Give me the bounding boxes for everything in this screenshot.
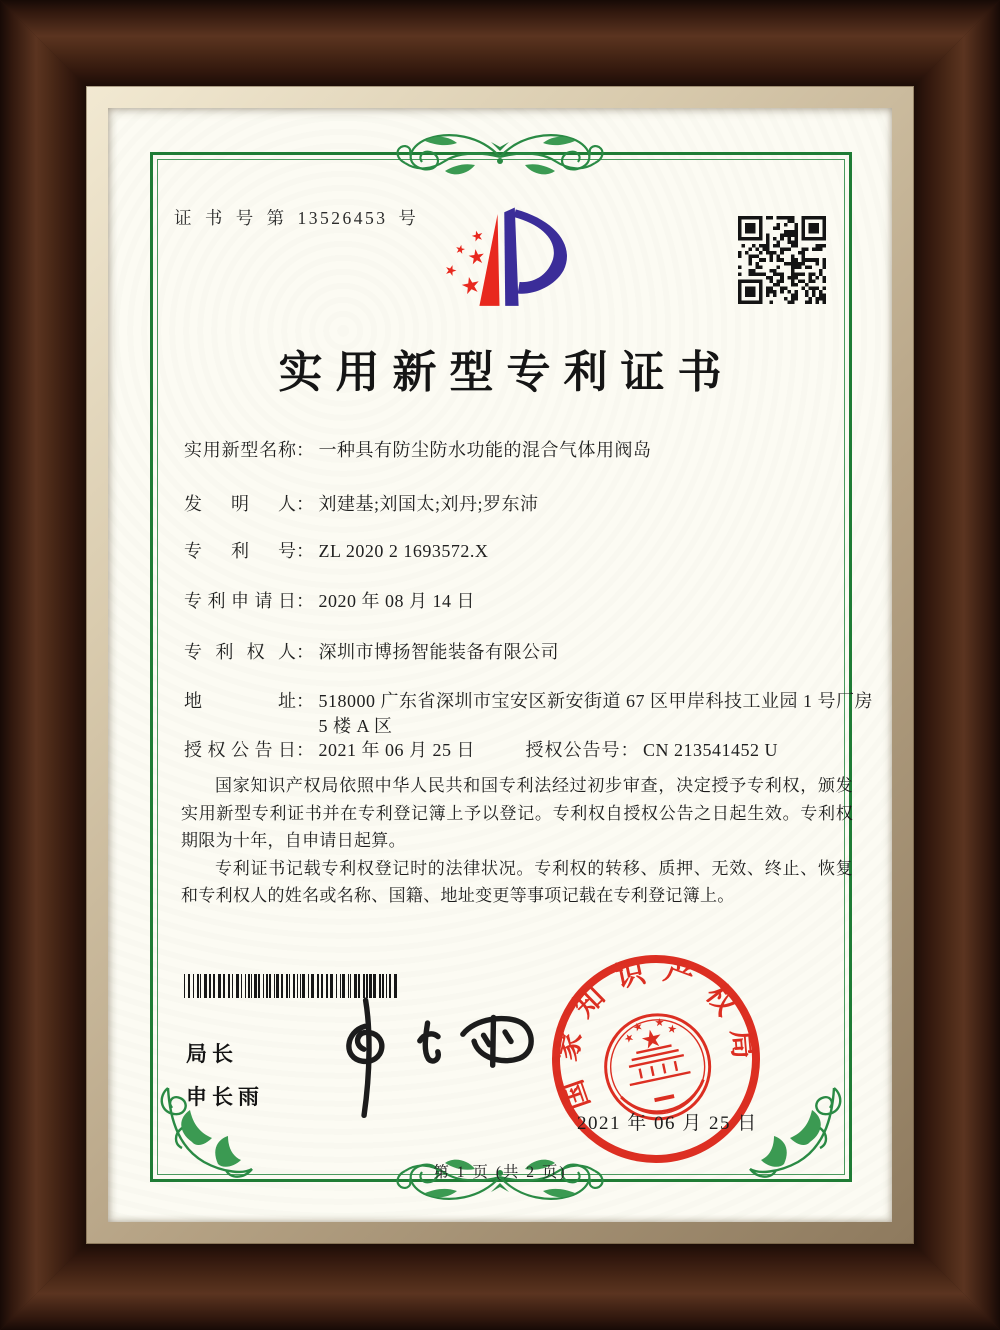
legal-paragraph-2: 专利证书记载专利权登记时的法律状况。专利权的转移、质押、无效、终止、恢复和专利权人的姓名或名称、国籍、地址变更等事项记载在专利登记簿上。 xyxy=(181,858,853,905)
certificate-number: 证 书 号 第 13526453 号 xyxy=(174,208,419,228)
field-label: 地址 xyxy=(184,691,296,711)
border-ornament-top-center-icon xyxy=(365,126,635,184)
frame-left xyxy=(0,0,86,1330)
field-row-filing-date xyxy=(184,589,475,614)
field-colon: ： xyxy=(296,440,314,460)
signer-block xyxy=(186,1038,264,1111)
field-value: 刘建基;刘国太;刘丹;罗东沛 xyxy=(318,494,539,514)
field-value: 2021 年 06 月 25 日 xyxy=(318,740,475,760)
cnipa-logo-icon xyxy=(424,188,596,334)
field-value: 深圳市博扬智能装备有限公司 xyxy=(318,642,559,662)
field-colon: ： xyxy=(296,591,314,611)
field-label: 授权公告日 xyxy=(184,740,296,760)
field-value: 518000 广东省深圳市宝安区新安街道 67 区甲岸科技工业园 1 号厂房 5 楼 A 区 xyxy=(318,691,873,736)
signer-title: 局长 xyxy=(186,1043,238,1066)
field-row-utility-model-name xyxy=(184,438,652,463)
field-colon: ： xyxy=(296,494,314,514)
certificate-paper xyxy=(108,108,892,1222)
field-label: 专利申请日 xyxy=(184,591,296,611)
field-value: 2020 年 08 月 14 日 xyxy=(318,591,475,611)
grant-date-pair xyxy=(184,740,480,760)
frame-top xyxy=(0,0,1000,86)
signer-name: 申长雨 xyxy=(186,1086,264,1109)
field-colon: ： xyxy=(296,642,314,662)
field-label: 专利号 xyxy=(184,541,296,561)
frame-bottom xyxy=(0,1244,1000,1330)
logo-blue-bar xyxy=(504,207,518,305)
field-label: 发明人 xyxy=(184,494,296,514)
page-indicator: 第 1 页 (共 2 页) xyxy=(433,1164,567,1181)
field-label: 授权公告号 xyxy=(525,740,621,760)
field-label: 实用新型名称 xyxy=(184,440,296,460)
frame-right xyxy=(914,0,1000,1330)
legal-text xyxy=(181,772,853,910)
grant-number-pair xyxy=(526,740,779,760)
official-seal xyxy=(526,929,787,1190)
legal-paragraph-1: 国家知识产权局依照中华人民共和国专利法经过初步审查，决定授予专利权，颁发实用新型专利证书并在专利登记簿上予以登记。专利权自授权公告之日起生效。专利权期限为十年，自申请日起算。 xyxy=(181,776,853,850)
field-row-patentee xyxy=(184,640,559,665)
field-row-inventor xyxy=(184,492,539,517)
field-value: ZL 2020 2 1693572.X xyxy=(318,541,489,561)
field-row-address xyxy=(184,689,875,739)
field-colon: ： xyxy=(296,740,314,760)
logo-stars xyxy=(444,229,485,295)
field-row-grant xyxy=(184,738,778,763)
field-colon: ： xyxy=(296,691,314,711)
field-value: 一种具有防尘防水功能的混合气体用阀岛 xyxy=(318,440,652,460)
field-colon: ： xyxy=(620,740,639,760)
certificate-title: 实用新型专利证书 xyxy=(278,348,735,397)
seal-date: 2021 年 06 月 25 日 xyxy=(577,1113,758,1134)
qr-code xyxy=(738,216,826,304)
signature-shen-changyu xyxy=(314,990,564,1120)
field-colon: ： xyxy=(296,541,314,561)
field-label: 专利权人 xyxy=(184,642,296,662)
logo-red-wedge xyxy=(479,214,499,306)
field-row-patent-number xyxy=(184,539,488,564)
seal-ring-text: 国家知识产权局 xyxy=(550,953,761,1114)
logo-blue-bowl xyxy=(514,209,567,293)
field-value: CN 213541452 U xyxy=(643,740,779,760)
